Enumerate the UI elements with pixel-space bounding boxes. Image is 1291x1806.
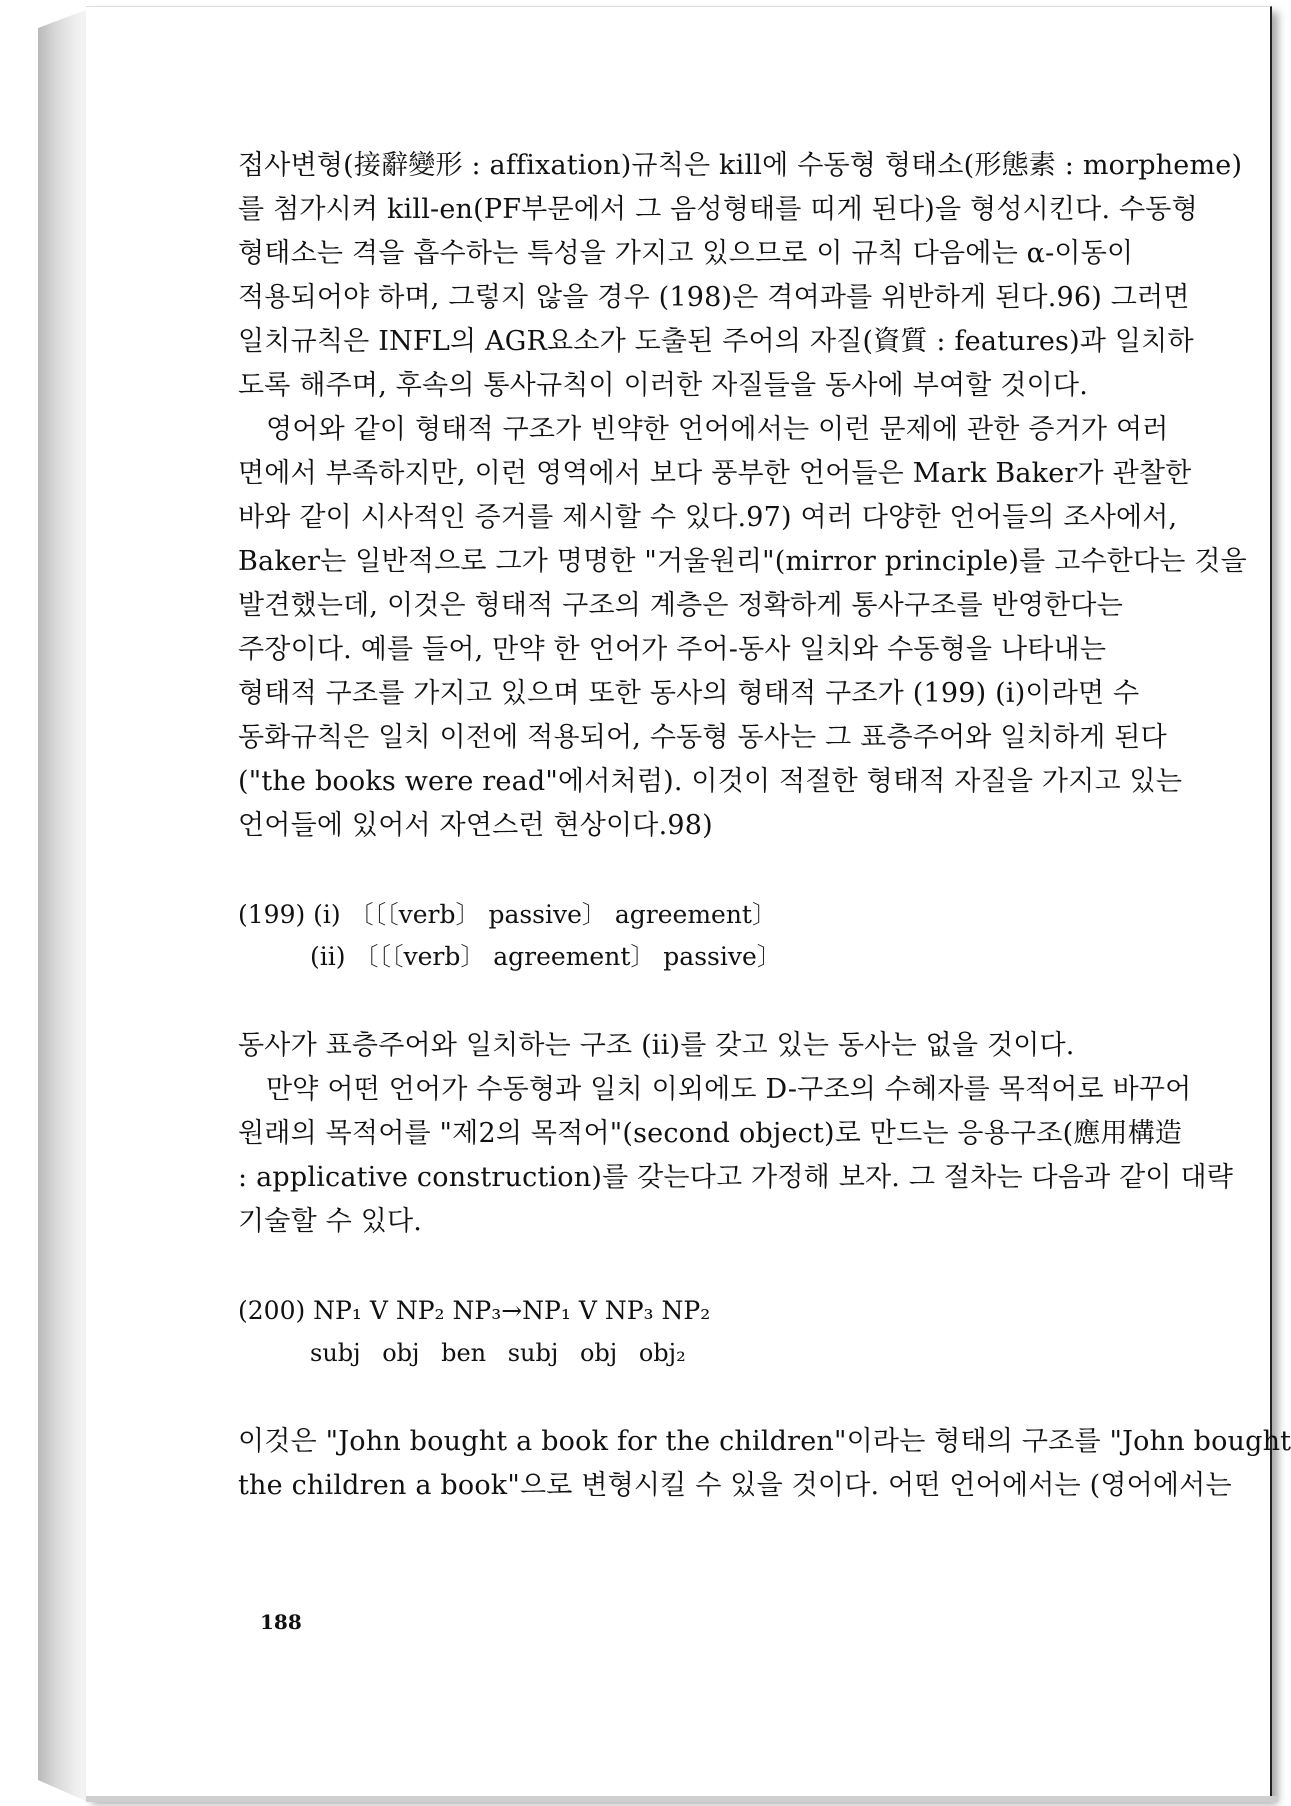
text-line: the children a book"으로 변형시킬 수 있을 것이다. 어떤 언어에서는 (영어에서는 xyxy=(238,1470,1232,1501)
text-line: 형태소는 격을 흡수하는 특성을 가지고 있으므로 이 규칙 다음에는 α-이동이 xyxy=(238,238,1134,269)
text-line: 원래의 목적어를 "제2의 목적어"(second object)로 만드는 응용구조(應用構造 xyxy=(238,1118,1183,1149)
text-line: Baker는 일반적으로 그가 명명한 "거울원리"(mirror principle)를 고수한다는 것을 xyxy=(238,546,1247,577)
text-line: 바와 같이 시사적인 증거를 제시할 수 있다.97) 여러 다양한 언어들의 조사에서, xyxy=(238,502,1178,533)
text-line: 주장이다. 예를 들어, 만약 한 언어가 주어-동사 일치와 수동형을 나타내는 xyxy=(238,634,1107,665)
text-line: ("the books were read"에서처럼). 이것이 적절한 형태적 자질을 가지고 있는 xyxy=(238,766,1183,797)
text-line: 동화규칙은 일치 이전에 적용되어, 수동형 동사는 그 표층주어와 일치하게 된다 xyxy=(238,722,1167,753)
text-line: 만약 어떤 언어가 수동형과 일치 이외에도 D-구조의 수혜자를 목적어로 바꾸어 xyxy=(266,1074,1192,1105)
page-body-text xyxy=(238,144,1291,1508)
text-line: 형태적 구조를 가지고 있으며 또한 동사의 형태적 구조가 (199) (i)이라면 수 xyxy=(238,678,1140,709)
example-199-line-2: (ii) 〔〔〔verb〕 agreement〕 passive〕 xyxy=(310,942,782,971)
text-line: 도록 해주며, 후속의 통사규칙이 이러한 자질들을 동사에 부여할 것이다. xyxy=(238,370,1089,401)
text-line: 일치규칙은 INFL의 AGR요소가 도출된 주어의 자질(資質 : features)과 일치하 xyxy=(238,326,1194,357)
text-line: 영어와 같이 형태적 구조가 빈약한 언어에서는 이런 문제에 관한 증거가 여러 xyxy=(266,414,1169,445)
text-line: 기술할 수 있다. xyxy=(238,1206,423,1237)
text-line: 발견했는데, 이것은 형태적 구조의 계층은 정확하게 통사구조를 반영한다는 xyxy=(238,590,1124,621)
page-edge xyxy=(86,1796,1278,1802)
text-line: 를 첨가시켜 kill-en(PF부문에서 그 음성형태를 띠게 된다)을 형성시킨다. 수동형 xyxy=(238,194,1198,225)
example-200-line-1: (200) NP₁ V NP₂ NP₃→NP₁ V NP₃ NP₂ xyxy=(238,1296,711,1325)
page-number: 188 xyxy=(260,1610,302,1634)
book-edge xyxy=(38,10,88,1802)
example-200-gloss: subj obj ben subj obj obj₂ xyxy=(310,1339,686,1367)
text-line: 접사변형(接辭變形 : affixation)규칙은 kill에 수동형 형태소(形態素 : morpheme) xyxy=(238,150,1243,181)
text-line: : applicative construction)를 갖는다고 가정해 보자. 그 절차는 다음과 같이 대략 xyxy=(238,1162,1234,1193)
text-line: 이것은 "John bought a book for the children"이라는 형태의 구조를 "John bought xyxy=(238,1426,1291,1457)
text-line: 적용되어야 하며, 그렇지 않을 경우 (198)은 격여과를 위반하게 된다.96) 그러면 xyxy=(238,282,1190,313)
text-line: 동사가 표층주어와 일치하는 구조 (ii)를 갖고 있는 동사는 없을 것이다. xyxy=(238,1030,1075,1061)
text-line: 언어들에 있어서 자연스런 현상이다.98) xyxy=(238,810,713,841)
text-line: 면에서 부족하지만, 이런 영역에서 보다 풍부한 언어들은 Mark Baker가 관찰한 xyxy=(238,458,1192,489)
example-199-line-1: (199) (i) 〔〔〔verb〕 passive〕 agreement〕 xyxy=(238,900,777,929)
